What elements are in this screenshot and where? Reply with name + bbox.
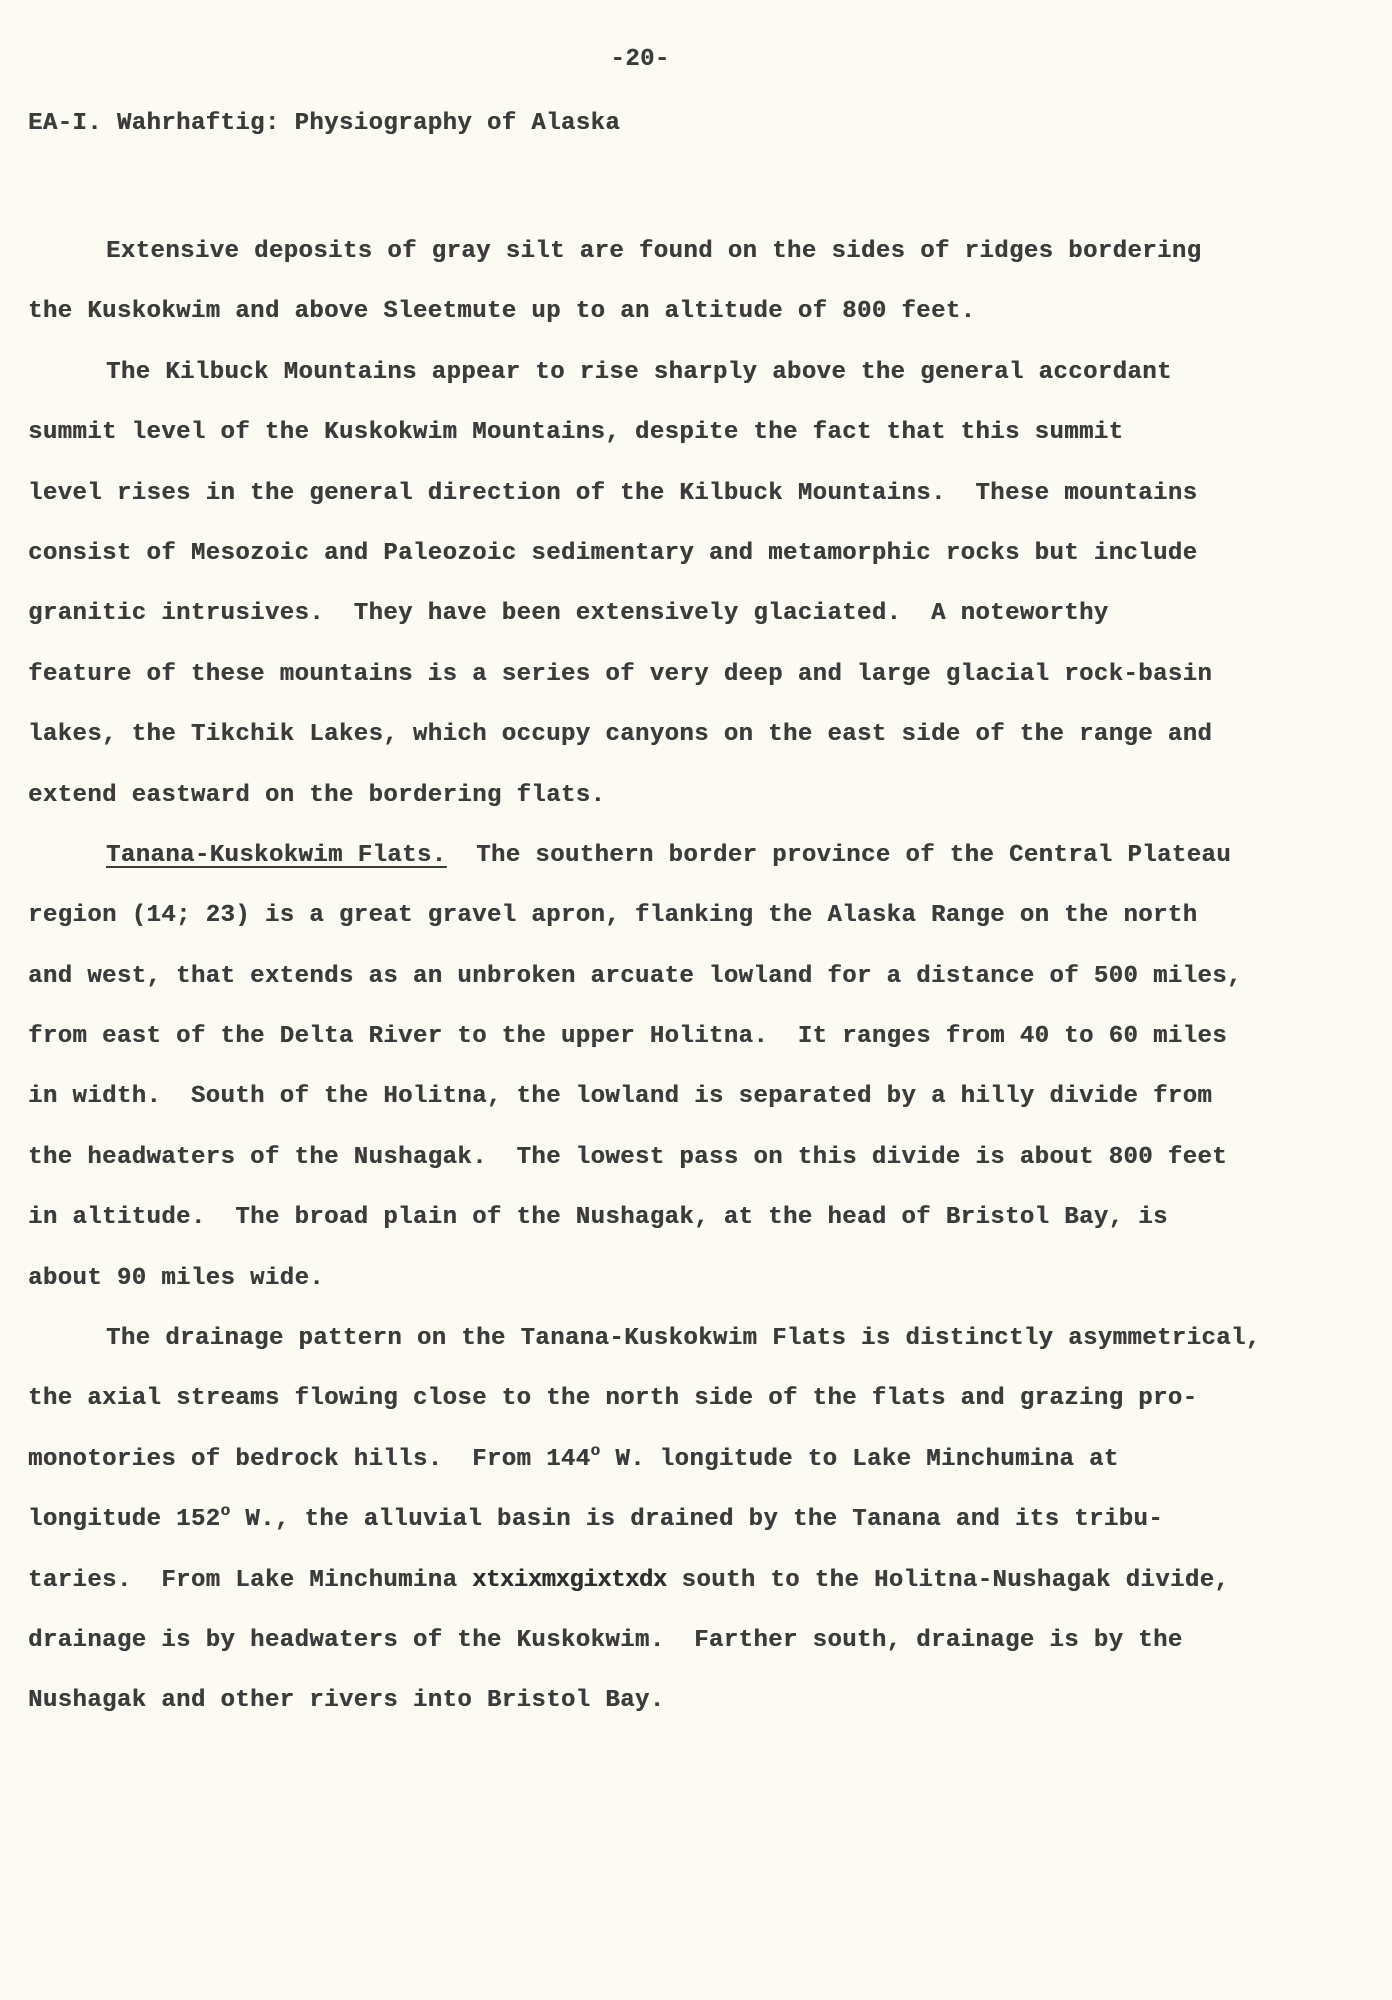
paragraph-3-line: in width. South of the Holitna, the lowland is separated by a hilly divide from [28, 1083, 1213, 1111]
degree-mark: o [220, 1502, 231, 1521]
paragraph-4-line: the axial streams flowing close to the north side of the flats and grazing pro- [28, 1385, 1198, 1413]
paragraph-4-line: Nushagak and other rivers into Bristol Bay. [28, 1687, 665, 1715]
paragraph-4-line: The drainage pattern on the Tanana-Kuskokwim Flats is distinctly asymmetrical, [106, 1325, 1261, 1353]
paragraph-4-text: south to the Holitna-Nushagak divide, [666, 1566, 1230, 1594]
paragraph-1-line: the Kuskokwim and above Sleetmute up to an altitude of 800 feet. [28, 298, 976, 326]
paragraph-4-line [28, 1551, 1338, 1611]
struck-out-text: xtxixmxgixtxdx [472, 1566, 667, 1594]
paragraph-3-line: the headwaters of the Nushagak. The lowest pass on this divide is about 800 feet [28, 1143, 1227, 1171]
paragraph-3-line: about 90 miles wide. [28, 1264, 325, 1292]
degree-mark: o [590, 1441, 601, 1460]
paragraph-2-line: consist of Mesozoic and Paleozoic sedimentary and metamorphic rocks but include [28, 539, 1198, 567]
paragraph-3-line: region (14; 23) is a great gravel apron, flanking the Alaska Range on the north [28, 902, 1198, 930]
paragraph-2-line: granitic intrusives. They have been extensively glaciated. A noteworthy [28, 600, 1109, 628]
body-text [28, 222, 1338, 1732]
paragraph-2-line: summit level of the Kuskokwim Mountains, despite the fact that this summit [28, 419, 1124, 447]
running-header: EA-I. Wahrhaftig: Physiography of Alaska [28, 110, 621, 137]
paragraph-2-line: The Kilbuck Mountains appear to rise sharply above the general accordant [106, 358, 1172, 386]
paragraph-4-text: W., the alluvial basin is drained by the Tanana and its tribu- [230, 1506, 1164, 1534]
paragraph-2-line: extend eastward on the bordering flats. [28, 781, 606, 809]
paragraph-4-line: drainage is by headwaters of the Kuskokwim. Farther south, drainage is by the [28, 1626, 1183, 1654]
paragraph-4-text: W. longitude to Lake Minchumina at [600, 1445, 1119, 1473]
paragraph-2-line: level rises in the general direction of the Kilbuck Mountains. These mountains [28, 479, 1198, 507]
paragraph-4-text: longitude 152 [28, 1506, 221, 1534]
paragraph-4-text: monotories of bedrock hills. From 144 [28, 1445, 591, 1473]
page-number: -20- [610, 46, 670, 73]
paragraph-2-line: feature of these mountains is a series of very deep and large glacial rock-basin [28, 660, 1213, 688]
paragraph-3-text: The southern border province of the Central Plateau [446, 841, 1231, 869]
paragraph-3-line: and west, that extends as an unbroken arcuate lowland for a distance of 500 miles, [28, 962, 1242, 990]
paragraph-4-line [28, 1430, 1338, 1490]
paragraph-4-text: taries. From Lake Minchumina [28, 1566, 473, 1594]
paragraph-3-line: in altitude. The broad plain of the Nushagak, at the head of Bristol Bay, is [28, 1204, 1168, 1232]
paragraph-3-line [28, 826, 1338, 886]
paragraph-2-line: lakes, the Tikchik Lakes, which occupy canyons on the east side of the range and [28, 721, 1213, 749]
paragraph-1-line: Extensive deposits of gray silt are found on the sides of ridges bordering [106, 238, 1202, 265]
paragraph-4-line [28, 1490, 1338, 1550]
paragraph-3-line: from east of the Delta River to the upper Holitna. It ranges from 40 to 60 miles [28, 1023, 1227, 1051]
section-heading: Tanana-Kuskokwim Flats. [106, 841, 447, 869]
